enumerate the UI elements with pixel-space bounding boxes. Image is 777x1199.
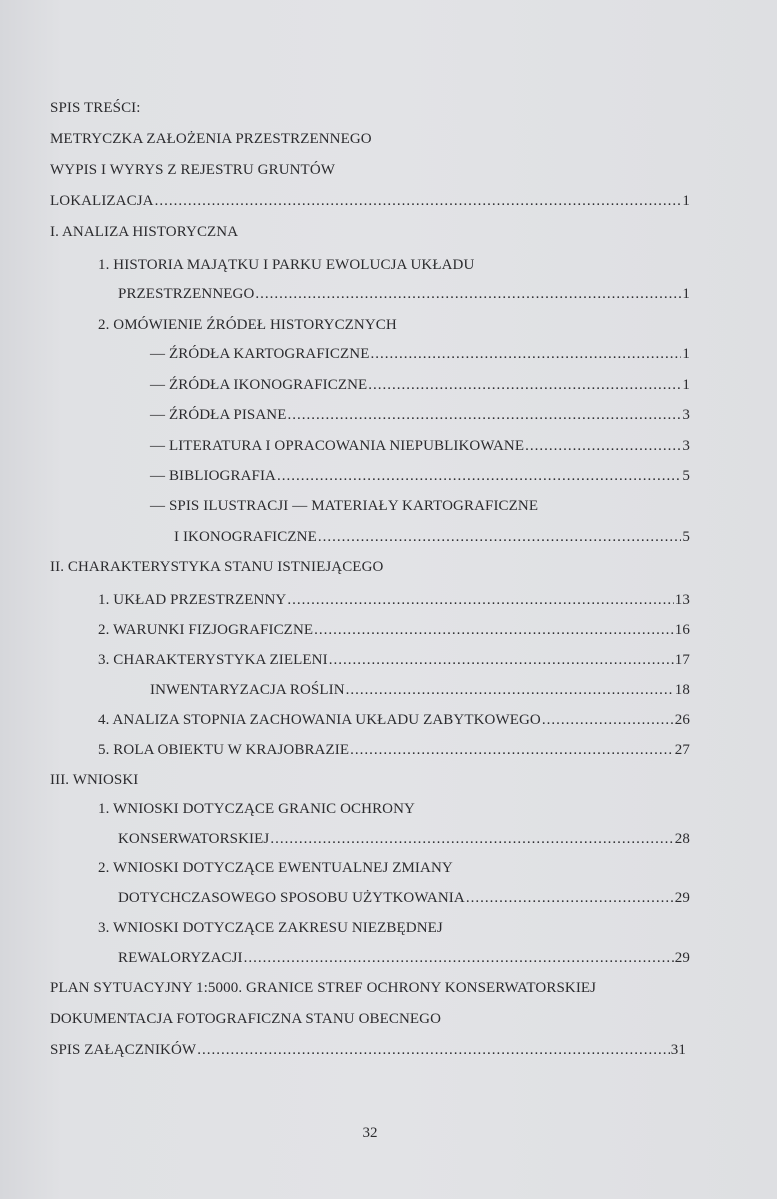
toc-entry-wnioski1-line1: 1. WNIOSKI DOTYCZĄCE GRANIC OCHRONY bbox=[98, 801, 415, 817]
toc-entry-spis-ilustracji-line2: I IKONOGRAFICZNE ..... 5 bbox=[174, 528, 690, 546]
toc-entry-wypis: WYPIS I WYRYS Z REJESTRU GRUNTÓW bbox=[50, 162, 336, 178]
toc-section-3: III. WNIOSKI bbox=[50, 772, 139, 788]
toc-entry-analiza: 4. ANALIZA STOPNIA ZACHOWANIA UKŁADU ZABYTKOWEGO ..... 26 bbox=[98, 711, 690, 729]
leader-dots bbox=[370, 345, 681, 363]
leader-dots bbox=[525, 437, 681, 455]
leader-dots bbox=[329, 651, 674, 669]
leader-dots bbox=[318, 528, 682, 546]
toc-entry-wnioski1-line2: KONSERWATORSKIEJ ..... 28 bbox=[118, 830, 690, 848]
leader-dots bbox=[270, 830, 673, 848]
toc-entry-zrodla-ikonograficzne: — ŹRÓDŁA IKONOGRAFICZNE ..... 1 bbox=[150, 376, 690, 394]
toc-entry-omowienie: 2. OMÓWIENIE ŹRÓDEŁ HISTORYCZNYCH bbox=[98, 317, 397, 333]
leader-dots bbox=[277, 467, 681, 485]
toc-heading: SPIS TREŚCI: bbox=[50, 100, 141, 116]
leader-dots bbox=[244, 949, 674, 967]
toc-entry-lokalizacja: LOKALIZACJA ..... 1 bbox=[50, 192, 690, 210]
leader-dots bbox=[255, 285, 681, 303]
page-number: 32 bbox=[362, 1125, 378, 1141]
toc-entry-spis-ilustracji-line1: — SPIS ILUSTRACJI — MATERIAŁY KARTOGRAFICZNE bbox=[150, 498, 539, 514]
toc-section-2: II. CHARAKTERYSTYKA STANU ISTNIEJĄCEGO bbox=[50, 559, 384, 575]
toc-entry-zieleni: 3. CHARAKTERYSTYKA ZIELENI ..... 17 bbox=[98, 651, 690, 669]
leader-dots bbox=[197, 1041, 670, 1059]
toc-entry-uklad: 1. UKŁAD PRZESTRZENNY ..... 13 bbox=[98, 591, 690, 609]
leader-dots bbox=[368, 376, 681, 394]
toc-section-1: I. ANALIZA HISTORYCZNA bbox=[50, 224, 239, 240]
toc-entry-bibliografia: — BIBLIOGRAFIA ..... 5 bbox=[150, 467, 690, 485]
toc-entry-metryczka: METRYCZKA ZAŁOŻENIA PRZESTRZENNEGO bbox=[50, 131, 372, 147]
leader-dots bbox=[288, 406, 682, 424]
toc-entry-inwentaryzacja: INWENTARYZACJA ROŚLIN ..... 18 bbox=[150, 681, 690, 699]
toc-entry-warunki: 2. WARUNKI FIZJOGRAFICZNE ..... 16 bbox=[98, 621, 690, 639]
toc-entry-historia-line1: 1. HISTORIA MAJĄTKU I PARKU EWOLUCJA UKŁADU bbox=[98, 257, 475, 273]
toc-entry-dokumentacja: DOKUMENTACJA FOTOGRAFICZNA STANU OBECNEGO bbox=[50, 1011, 442, 1027]
leader-dots bbox=[155, 192, 682, 210]
leader-dots bbox=[466, 889, 674, 907]
leader-dots bbox=[542, 711, 674, 729]
toc-entry-historia-line2: PRZESTRZENNEGO ..... 1 bbox=[118, 285, 690, 303]
toc-entry-plan: PLAN SYTUACYJNY 1:5000. GRANICE STREF OCHRONY KONSERWATORSKIEJ bbox=[50, 980, 597, 996]
toc-entry-wnioski3-line1: 3. WNIOSKI DOTYCZĄCE ZAKRESU NIEZBĘDNEJ bbox=[98, 920, 443, 936]
toc-entry-literatura: — LITERATURA I OPRACOWANIA NIEPUBLIKOWANE ..... 3 bbox=[150, 437, 690, 455]
toc-entry-zalaczniki: SPIS ZAŁĄCZNIKÓW ..... 31 bbox=[50, 1041, 686, 1059]
toc-entry-zrodla-pisane: — ŹRÓDŁA PISANE ..... 3 bbox=[150, 406, 690, 424]
leader-dots bbox=[350, 741, 674, 759]
leader-dots bbox=[314, 621, 674, 639]
leader-dots bbox=[346, 681, 674, 699]
toc-entry-rola: 5. ROLA OBIEKTU W KRAJOBRAZIE ..... 27 bbox=[98, 741, 690, 759]
toc-entry-wnioski3-line2: REWALORYZACJI ..... 29 bbox=[118, 949, 690, 967]
leader-dots bbox=[287, 591, 673, 609]
toc-entry-zrodla-kartograficzne: — ŹRÓDŁA KARTOGRAFICZNE ..... 1 bbox=[150, 345, 690, 363]
toc-entry-wnioski2-line1: 2. WNIOSKI DOTYCZĄCE EWENTUALNEJ ZMIANY bbox=[98, 860, 453, 876]
toc-entry-wnioski2-line2: DOTYCHCZASOWEGO SPOSOBU UŻYTKOWANIA ..... 29 bbox=[118, 889, 690, 907]
